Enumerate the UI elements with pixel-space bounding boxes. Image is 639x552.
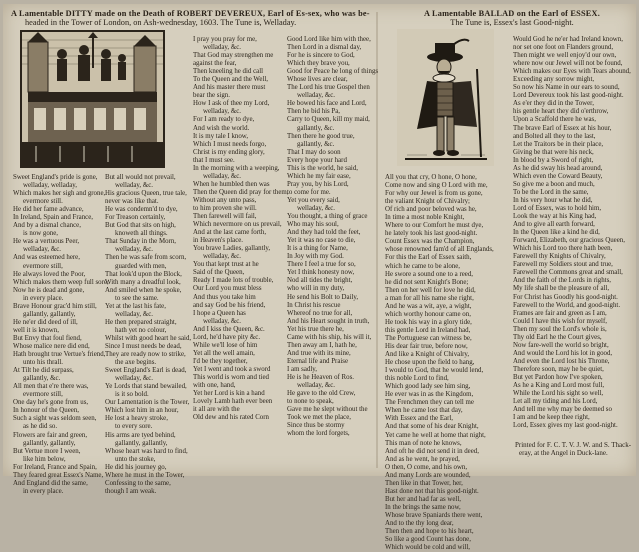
verse-line: and say God be his friend,	[193, 301, 266, 309]
verse-line: For Ireland, France and Spain,	[13, 463, 97, 471]
verse-line: For Treason certainly,	[105, 214, 166, 222]
verse-line: And his master there must	[193, 84, 266, 92]
verse-line: And tell me why may be deemed so	[513, 406, 612, 414]
verse-line: the valiant Knight of Chivalry;	[385, 198, 470, 206]
verse-line: Which good lady see him sing,	[385, 383, 471, 391]
verse-line: And true with its mine,	[287, 349, 351, 357]
verse-line: This man of note he knows,	[385, 439, 462, 447]
verse-line: His dear fair true, before now,	[385, 342, 468, 350]
verse-line: And was esteemed here,	[13, 254, 80, 262]
verse-line: As he did sway his head around,	[513, 164, 603, 172]
verse-line: Upon a Scaffold there he was,	[513, 116, 596, 124]
verse-line: You brave Ladies, gallantly,	[193, 245, 271, 253]
verse-line: In honour of the Queen,	[13, 407, 80, 415]
verse-line: unto the stoke,	[115, 455, 156, 463]
execution-woodcut	[20, 30, 165, 168]
verse-line: Hath brought true Vertue's friend,	[13, 351, 106, 359]
verse-line: Yet all the well amain,	[193, 349, 255, 357]
verse-line: Whose heart was hard to find,	[105, 447, 188, 455]
verse-line: to every sore.	[115, 423, 153, 431]
verse-line: evermore still,	[23, 391, 63, 399]
verse-line: As e'er they did in the Tower,	[513, 100, 594, 108]
verse-line: gallantly, gallantly,	[115, 439, 168, 447]
verse-line: knoweth all things.	[115, 230, 168, 238]
verse-line: Then on her well for love he did,	[385, 286, 476, 294]
verse-line: Which makes her sigh and grone,	[13, 190, 106, 198]
verse-line: nor set one foot on Flanders ground,	[513, 44, 614, 52]
verse-line: Said of the Queen,	[193, 269, 245, 277]
verse-line: But Vertue more I ween,	[13, 447, 81, 455]
right-title-line2: The Tune is, Essex's last Good-night.	[450, 18, 574, 27]
verse-line: against the fear,	[193, 60, 237, 68]
verse-line: Then farewell will fail,	[193, 213, 257, 221]
verse-line: Then the Queen did pray for them,	[193, 188, 289, 196]
verse-line: Yet came he well at home that night,	[385, 431, 486, 439]
verse-line: He bowed his face and Lord,	[287, 100, 367, 108]
left-column-3	[193, 36, 289, 472]
verse-line: who will in my duty,	[287, 285, 345, 293]
nobleman-woodcut-icon	[397, 29, 494, 166]
verse-line: Then then and hope to his heart,	[385, 528, 474, 536]
verse-line: in every place.	[23, 487, 64, 495]
verse-line: When he humbled then was	[193, 180, 270, 188]
left-column-2	[105, 174, 192, 495]
verse-line: Then he was safe from scorn,	[105, 254, 187, 262]
verse-line: Then Lord in a dismal day,	[287, 44, 362, 52]
verse-line: Which would be cold and will,	[385, 544, 470, 552]
verse-line: Which I must needs forgo,	[193, 140, 267, 148]
verse-line: Then like in that Tower, her,	[385, 479, 463, 487]
verse-line: And England did the same,	[13, 479, 88, 487]
fold-crease	[376, 12, 378, 468]
verse-line: And his Heart sought in truth,	[287, 317, 370, 325]
verse-line: In Christ his rescue	[287, 301, 341, 309]
verse-line: In time a most noble Knight,	[385, 214, 465, 222]
verse-line: And to the thy long dear,	[385, 520, 454, 528]
verse-line: Took we met the place,	[287, 414, 351, 422]
verse-line: And even the Lord lost his Throne,	[513, 357, 610, 365]
verse-line: So give me a boon and much,	[513, 180, 595, 188]
verse-line: Forward, Elizabeth, our gracious Queen,	[513, 237, 625, 245]
verse-line: welladay, &c.	[297, 92, 336, 100]
verse-line: He ever was in as the Kingdom,	[385, 391, 474, 399]
verse-line: O then, O come, and his own,	[385, 463, 468, 471]
verse-line: Nod all tides the bright,	[287, 277, 353, 285]
verse-line: And to give all earth forward,	[513, 221, 595, 229]
verse-line: never was like that.	[105, 198, 159, 206]
verse-line: And the faith of the Lords in rights,	[513, 277, 611, 285]
verse-line: welladay, welladay,	[23, 182, 78, 190]
verse-line: which he came to be alone,	[385, 262, 460, 270]
verse-line: gallantly, gallantly,	[23, 310, 76, 318]
verse-line: gallantly, &c.	[23, 375, 61, 383]
verse-line: Lord Devereux took his last good-night.	[513, 92, 624, 100]
verse-line: And like a Knight of Chivalry,	[385, 351, 470, 359]
verse-line: though I am weak.	[105, 487, 157, 495]
verse-line: Good for Peace he long of things	[287, 68, 379, 76]
verse-line: I hope a Queen has	[193, 309, 246, 317]
verse-line: That Sunday in the Morn,	[105, 238, 177, 246]
verse-line: Yet it was no case to die,	[287, 237, 356, 245]
verse-line: Gave me he slept without the	[287, 406, 368, 414]
verse-line: Whereof no true for all,	[287, 309, 353, 317]
verse-line: But all would not prevail,	[105, 174, 176, 181]
verse-line: he did not sent Knight's Bone;	[385, 278, 469, 286]
verse-line: guarded with men,	[115, 262, 167, 270]
right-column-2	[513, 36, 633, 432]
verse-line: In his very hour what he did,	[513, 196, 593, 204]
verse-line: So now his Name in our ears to sound,	[513, 84, 620, 92]
verse-line: Since thus be stormy	[287, 422, 345, 430]
verse-line: welladay, &c.	[203, 44, 242, 52]
verse-line: This is the world, he said,	[287, 164, 359, 172]
verse-line: Look the way at his King had,	[513, 213, 597, 221]
verse-line: to none to speak,	[287, 398, 334, 406]
verse-line: which worthy honour came on,	[385, 310, 471, 318]
verse-line: To the Queen and the Well,	[193, 76, 268, 84]
verse-line: But Envy that foul fiend,	[13, 334, 82, 342]
verse-line: Which lost him in an hour,	[105, 407, 179, 415]
verse-line: Lord, Essex gives my last good-night.	[513, 422, 618, 430]
verse-line: Eternal life and Praise	[287, 357, 349, 365]
verse-line: For Christ has Goodly his good-night.	[513, 293, 618, 301]
verse-line: They feared great Essex's Name,	[13, 471, 104, 479]
verse-line: Lord of Essex, was to hold him,	[513, 204, 602, 212]
verse-line: Such a sight was seldom seen,	[13, 415, 97, 423]
verse-line: And he was a wit, aye, a wight,	[385, 302, 472, 310]
verse-line: And smiled when he spoke,	[105, 286, 182, 294]
verse-line: He chose upon the field to hang,	[385, 359, 475, 367]
nobleman-woodcut	[397, 29, 494, 166]
verse-line: to come for me.	[287, 188, 331, 196]
verse-line: He was condemn'd to dye,	[105, 206, 178, 214]
right-title	[391, 9, 633, 27]
verse-line: I am and be keep thee right,	[513, 414, 590, 422]
verse-line: in every place.	[23, 294, 64, 302]
verse-line: Carry to Queen, kill my maid,	[287, 116, 370, 124]
verse-line: For I am ready to dye,	[193, 116, 255, 124]
verse-line: There I feel a true for so,	[287, 261, 356, 269]
verse-line: welladay, &c.	[297, 204, 336, 212]
verse-line: Thy old Earl he the Court gives,	[513, 333, 602, 341]
verse-line: So like a good Count has done,	[385, 536, 471, 544]
verse-line: Farewell to the World, and good-night.	[513, 301, 621, 309]
verse-line: With Essex and the Earl,	[385, 415, 454, 423]
right-column-1	[385, 174, 509, 552]
verse-line: In Joy with my God.	[287, 253, 344, 261]
verse-line: Yet her Lord is kin a hand	[193, 390, 265, 398]
printer-imprint	[515, 441, 633, 457]
verse-line: And that some of his dear Knight,	[385, 423, 479, 431]
verse-line: Which even the Coward Beauty,	[513, 172, 603, 180]
verse-line: Came with his ship, his will it,	[287, 333, 372, 341]
verse-line: That I may do soon	[287, 148, 341, 156]
verse-line: that I must see.	[193, 156, 235, 164]
verse-line: Pray you, by his Lord,	[287, 180, 349, 188]
verse-line: He ne'er did deed of ill,	[13, 318, 78, 326]
verse-line: is it so bold.	[115, 391, 149, 399]
verse-line: With many a dreadful look,	[105, 278, 181, 286]
verse-line: That God may strengthen me	[193, 52, 274, 60]
verse-line: You that kept trust at he	[193, 261, 259, 269]
verse-line: Then he bid his Pa,	[287, 108, 341, 116]
verse-line: In the Queen like a kind he did,	[513, 229, 600, 237]
verse-line: It is my tale I know,	[193, 132, 249, 140]
verse-line: Old dew and his rated Corn	[193, 414, 269, 422]
verse-line: But her and had far as well,	[385, 495, 461, 503]
verse-line: like him below,	[23, 455, 66, 463]
verse-line: That look'd upon the Block,	[105, 270, 182, 278]
execution-woodcut-icon	[22, 32, 163, 166]
verse-line: Our Lamentation is the Tower,	[105, 399, 190, 407]
verse-line: In Ireland, Spain and France,	[13, 214, 93, 222]
verse-line: While the Lord his sight so well,	[513, 390, 604, 398]
verse-line: gallantly, &c.	[297, 124, 335, 132]
verse-line: a man for all his name she right,	[385, 294, 474, 302]
verse-line: Christ is my ending glory,	[193, 148, 265, 156]
verse-line: Hast done not that his good-night.	[385, 487, 479, 495]
verse-line: And wish the world.	[193, 124, 250, 132]
verse-line: For this the Earl of Essex saith,	[385, 254, 472, 262]
verse-line: welladay, &c.	[115, 375, 154, 383]
verse-line: Farewell my Soldiers stout and true,	[513, 261, 613, 269]
verse-line: where now our Jewel will not be found,	[513, 60, 623, 68]
verse-line: Now fare-well the world so bright,	[513, 341, 609, 349]
verse-line: Without any unto pass,	[193, 196, 257, 204]
verse-line: Yet I think honesty now,	[287, 269, 355, 277]
verse-line: Lovely Lamb hath ever been	[193, 398, 273, 406]
verse-line: My life shall be the pleasure of all,	[513, 285, 610, 293]
verse-line: He gave to the old Crew,	[287, 390, 356, 398]
verse-line: Exceeding any sorrow might,	[513, 76, 595, 84]
verse-line: this gentle Lord in Ireland had,	[385, 326, 471, 334]
verse-line: Would God he ne'er had Ireland known,	[513, 36, 623, 43]
verse-line: And as he went, he prayed,	[385, 455, 460, 463]
left-title-line2: headed in the Tower of London, on Ash-wednesday, 1603. The Tune is, Welladay.	[25, 18, 297, 27]
verse-line: bear the sign.	[193, 92, 230, 100]
verse-line: And by a dismal chance,	[13, 222, 81, 230]
verse-line: It is a thing for Name,	[287, 245, 348, 253]
verse-line: Ready I made lots of trouble,	[193, 277, 274, 285]
verse-line: As he a King and Lord most full,	[513, 382, 605, 390]
verse-line: Yet at the last his fate,	[105, 302, 166, 310]
verse-line: And would the Lord his lot in good,	[513, 349, 613, 357]
verse-line: I would to God, that he would lend,	[385, 367, 484, 375]
verse-line: All men that e're there was,	[13, 383, 89, 391]
verse-line: Which makes our Eyes with Tears abound,	[513, 68, 631, 76]
verse-line: His arms are tyed behind,	[105, 431, 176, 439]
verse-line: All you that cry, O hone, O hone,	[385, 174, 477, 181]
verse-line: Who may his soul,	[287, 221, 339, 229]
verse-line: welladay, &c.	[115, 310, 154, 318]
verse-line: Flowers are fair and green,	[13, 431, 88, 439]
verse-line: this noble Lord to find,	[385, 375, 449, 383]
verse-line: as he did so.	[23, 423, 58, 431]
verse-line: welladay, &c.	[203, 253, 242, 261]
verse-line: to see the same.	[115, 294, 159, 302]
verse-line: This world is worn and tied	[193, 373, 269, 381]
verse-line: He lost a heavy stroke,	[105, 415, 168, 423]
verse-line: While we'll lose of him	[193, 341, 258, 349]
verse-line: And I kiss the Queen, &c.	[193, 325, 265, 333]
verse-line: hath yet no colour,	[115, 326, 167, 334]
verse-line: I'd be they together,	[193, 357, 248, 365]
verse-line: Whose lives are clear,	[287, 76, 348, 84]
verse-line: Then kneeling he did call	[193, 68, 264, 76]
verse-line: Which he my fair ease,	[287, 172, 351, 180]
verse-line: His gracious Queen, true tale,	[105, 190, 187, 198]
verse-line: Which nevermore on us prevail,	[193, 221, 282, 229]
left-title	[11, 9, 373, 27]
verse-line: Come now and sing O Lord with me,	[385, 182, 488, 190]
verse-line: He swore a sound one to a reed,	[385, 270, 474, 278]
verse-line: Whilst with good heart he said,	[105, 334, 192, 342]
verse-line: Every hope your hard	[287, 156, 347, 164]
verse-line: Sweet England's Earl is dead,	[105, 367, 187, 375]
verse-line: unto his thrall.	[23, 359, 64, 367]
verse-line: Whose malice nere did end,	[13, 342, 90, 350]
verse-line: his gentle heart they did o'erthrow,	[513, 108, 609, 116]
verse-line: welladay, &c.	[297, 382, 336, 390]
verse-line: At Tilt he did surpass,	[13, 367, 74, 375]
right-title-line1: A Lamentable BALLAD on the Earl of ESSEX.	[423, 9, 600, 18]
verse-line: The Portuguese can witness be,	[385, 334, 472, 342]
verse-line: Where he must in the Tower,	[105, 471, 185, 479]
verse-line: In the morning with a weeping,	[193, 164, 280, 172]
verse-line: the axe begins.	[115, 359, 157, 367]
verse-line: He send his Bolt to Daily,	[287, 293, 359, 301]
verse-line: Where to our Comfort he must dye,	[385, 222, 484, 230]
verse-line: Of rich and poor beloved was he,	[385, 206, 477, 214]
verse-line: evermore still.	[23, 198, 63, 206]
verse-line: welladay, &c.	[203, 317, 242, 325]
verse-line: When he came lost that day,	[385, 407, 463, 415]
verse-line: He always loved the Poor,	[13, 270, 86, 278]
verse-line: He was a vertuous Peer,	[13, 238, 80, 246]
verse-line: Which they brave you,	[287, 60, 350, 68]
imprint-line-1: Printed for F. C. T. V. J. W. and S. Thack-	[515, 441, 632, 449]
verse-line: One day he's gone from us,	[13, 399, 89, 407]
verse-line: Sweet England's pride is gone,	[13, 174, 98, 181]
verse-line: Yet you every said,	[287, 196, 340, 204]
verse-line: And they had told the feet,	[287, 229, 361, 237]
broadside-sheet	[3, 4, 636, 552]
verse-line: Since I must needs be dead,	[105, 342, 182, 350]
verse-line: But yet Pardon how I've spoken,	[513, 373, 603, 381]
verse-line: In blood by a Sword of right,	[513, 156, 594, 164]
verse-line: in Heaven's place.	[193, 237, 244, 245]
verse-line: Brave Honour grac'd him still,	[13, 302, 97, 310]
verse-line: He is he Heaven of Ros.	[287, 373, 354, 381]
verse-line: Frames are fair and green as I am,	[513, 309, 607, 317]
verse-line: Let all my tiding and his Lord,	[513, 398, 598, 406]
verse-line: Farewell the Commons great and small,	[513, 269, 623, 277]
verse-line: You thought, a thing of grace	[287, 213, 368, 221]
verse-line: Count Essex was the Champion,	[385, 238, 475, 246]
verse-line: For he is sincere to God,	[287, 52, 355, 60]
verse-line: welladay, &c.	[203, 108, 242, 116]
verse-line: welladay, &c.	[115, 246, 154, 254]
verse-line: whom the lord forgets,	[287, 430, 350, 438]
verse-line: it all are with the	[193, 406, 240, 414]
verse-line: Yet his true there he,	[287, 325, 344, 333]
verse-line: He took his way in a glory tide,	[385, 318, 472, 326]
verse-line: Farewell thy Knights of Chivalry,	[513, 253, 606, 261]
verse-line: The brave Earl of Essex at his hour,	[513, 124, 612, 132]
verse-line: And thus you take him	[193, 293, 256, 301]
verse-line: Yet I went and took a sword	[193, 365, 271, 373]
verse-line: He did her fame advance,	[13, 206, 84, 214]
left-column-4	[287, 36, 379, 472]
verse-line: Which his Lord too there hath been,	[513, 245, 613, 253]
verse-line: In the brings the same now,	[385, 503, 461, 511]
verse-line: Then might we well enjoy'd our own,	[513, 52, 617, 60]
left-column-1	[13, 174, 109, 495]
verse-line: with one, hand,	[193, 382, 236, 390]
verse-line: and Bolted all they to the last,	[513, 132, 596, 140]
verse-line: Whose brave Spaniards there went,	[385, 511, 483, 519]
verse-line: Let the Traitors be in their place,	[513, 140, 604, 148]
verse-line: And oft he did not send it in deed,	[385, 447, 479, 455]
verse-line: Our Lord you must bless	[193, 285, 262, 293]
verse-line: welladay, &c.	[203, 172, 242, 180]
verse-line: welladay, &c.	[115, 182, 154, 190]
verse-line: And many Lords are wounded,	[385, 471, 471, 479]
verse-line: Lord, he'd have pity &c.	[193, 333, 261, 341]
verse-line: Good Lord like him with thee,	[287, 36, 371, 43]
verse-line: To be the Lord in the same,	[513, 188, 589, 196]
verse-line: Ye Lords that stand bewailed,	[105, 383, 187, 391]
verse-line: Then my soul the Lord's whole is,	[513, 325, 607, 333]
verse-line: The Lord his true Gospel then	[287, 84, 370, 92]
verse-line: Then away am I, hath he,	[287, 341, 357, 349]
verse-line: Which makes them weep full sore,	[13, 278, 109, 286]
verse-line: is now gone,	[23, 230, 59, 238]
left-title-line1: A Lamentable DITTY made on the Death of ROBERT DEVEREUX, Earl of Es-sex, who was be-	[11, 9, 370, 18]
verse-line: to him proven she will.	[193, 204, 257, 212]
verse-line: welladay, &c.	[23, 246, 62, 254]
verse-line: Therefore soon, may he be quiet,	[513, 365, 604, 373]
verse-line: well it is known,	[13, 326, 59, 334]
verse-line: gallantly, &c.	[297, 140, 335, 148]
verse-line: How I ask of thee my Lord,	[193, 100, 270, 108]
verse-line: Then there he good true,	[287, 132, 355, 140]
verse-line: He then prepared straight,	[105, 318, 177, 326]
verse-line: He did his journey go,	[105, 463, 167, 471]
verse-line: evermore still,	[23, 262, 63, 270]
verse-line: Confessing to the same,	[105, 479, 171, 487]
verse-line: Now he is dead and gone,	[13, 286, 85, 294]
verse-line: I pray you pray for me,	[193, 36, 257, 43]
imprint-line-2: eray, at the Angel in Duck-lane.	[519, 449, 608, 457]
verse-line: gallantly, gallantly,	[23, 439, 76, 447]
verse-line: For why our Jewel is from us gone,	[385, 190, 483, 198]
verse-line: Giving be that were his neck,	[513, 148, 594, 156]
verse-line: I am sadly,	[287, 365, 317, 373]
verse-line: And at the last came forth,	[193, 229, 267, 237]
verse-line: Could I have this wish for myself,	[513, 317, 607, 325]
verse-line: They are ready now to strike,	[105, 351, 186, 359]
verse-line: he lately took his last good-night.	[385, 230, 478, 238]
verse-line: whose renowned fam'd of all Englands,	[385, 246, 494, 254]
verse-line: But God that sits on high,	[105, 222, 176, 230]
verse-line: The Frenchmen they can tell me	[385, 399, 474, 407]
